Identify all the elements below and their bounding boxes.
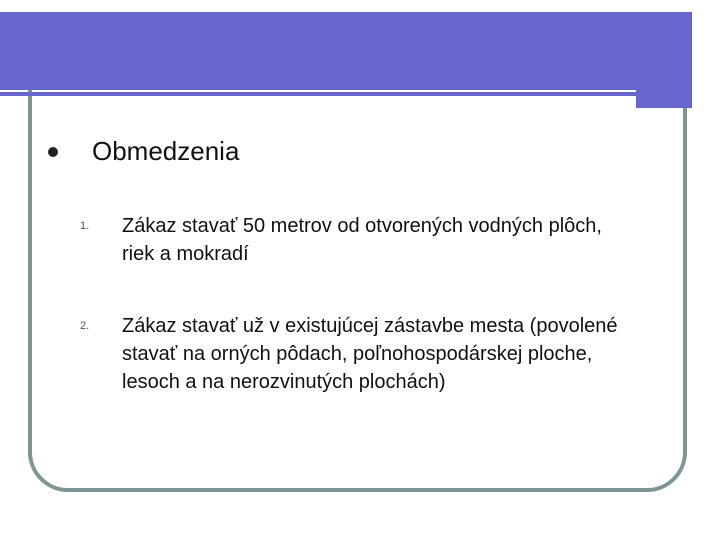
list-item-text: Zákaz stavať už v existujúcej zástavbe mesta (povolené stavať na orných pôdach, poľnohospodárskej ploche, lesoch a na nerozvinutých plochách)	[122, 315, 618, 393]
header-band-corner	[636, 12, 692, 108]
header-band	[0, 12, 692, 90]
slide-heading: Obmedzenia	[92, 136, 240, 166]
header-rule	[0, 92, 636, 96]
list-item-text: Zákaz stavať 50 metrov od otvorených vodných plôch, riek a mokradí	[122, 215, 602, 265]
bullet-dot-icon	[48, 147, 58, 157]
list-item	[72, 212, 632, 268]
list-item	[72, 312, 632, 396]
list-item-number: 1.	[80, 220, 90, 232]
list-item-number: 2.	[80, 320, 90, 332]
